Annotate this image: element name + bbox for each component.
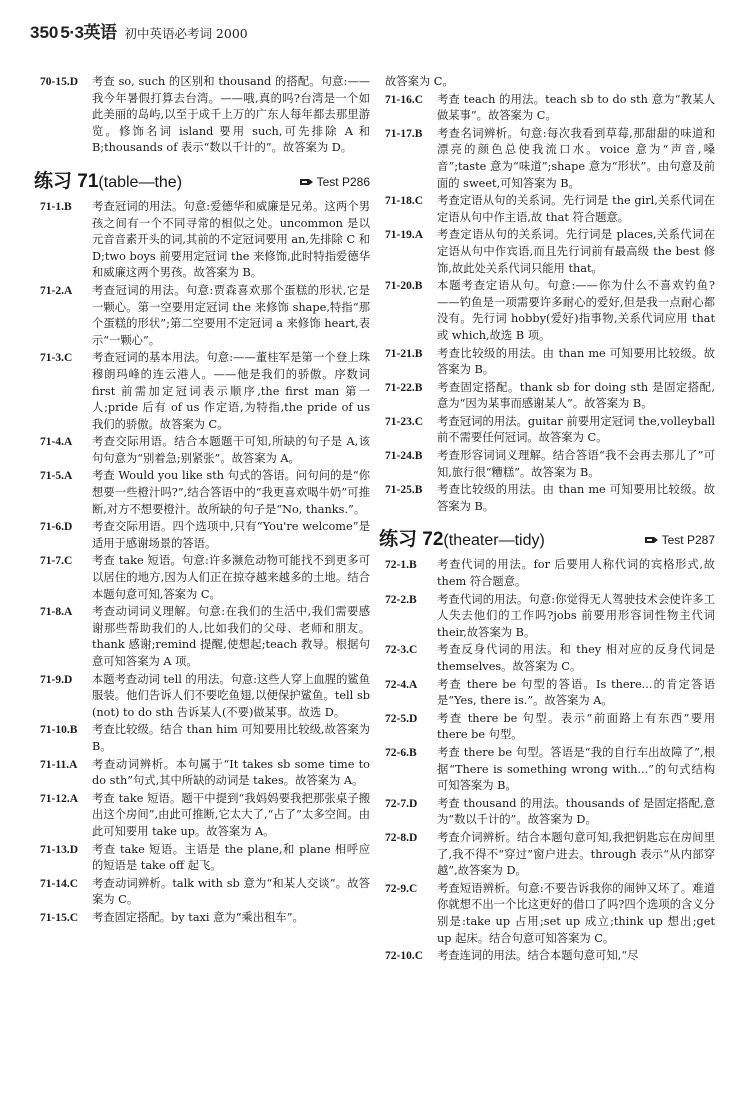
section-range: (table—the) — [98, 173, 183, 191]
explanation-text: 考查动词词义理解。句意:在我们的生活中,我们需要感谢那些帮助我们的人,比如我们的父母、老师和朋友。thank 感谢;remind 提醒,使想起;teach 教导。根据句意可知答案为 A 项。 — [92, 605, 370, 668]
page-number: 350 — [30, 23, 59, 42]
question-number: 72-6.B — [385, 746, 417, 759]
explanation-text: 考查代词的用法。for 后要用人称代词的宾格形式,故 them 符合题意。 — [437, 558, 715, 589]
explanation-text: 考查交际用语。结合本题题干可知,所缺的句子是 A,该句句意为“别着急;别紧张”。故答案为 A。 — [92, 435, 370, 465]
test-ref-label: Test P286 — [316, 174, 370, 189]
question-number: 71-4.A — [40, 436, 73, 449]
answer-entry — [385, 557, 715, 590]
explanation-text: 考查名词辨析。句意:每次我看到草莓,那甜甜的味道和漂亮的颜色总使我流口水。voice 意为“声音,嗓音”;taste 意为“味道”;shape 意为“形状”。由句意及前面的 sweet,可知答案为 B。 — [437, 126, 715, 190]
explanation-text: 考查代词的用法。句意:你觉得无人驾驶技术会使许多工人失去他们的工作吗?jobs 前要用形容词性物主代词 their,故答案为 B。 — [437, 592, 715, 639]
question-number: 71-6.D — [40, 521, 73, 534]
question-number: 71-12.A — [40, 792, 79, 805]
explanation-text: 考查比较级的用法。由 than me 可知要用比较级。故答案为 B。 — [437, 346, 715, 377]
question-number: 71-24.B — [385, 450, 423, 463]
answer-entry — [40, 519, 370, 552]
answer-entry — [385, 346, 715, 379]
answer-entry — [40, 604, 370, 670]
answer-entry — [40, 434, 370, 467]
section-heading-72 — [379, 524, 715, 551]
explanation-text: 考查连词的用法。结合本题句意可知,“尽 — [437, 949, 639, 963]
test-ref-label: Test P287 — [661, 533, 715, 548]
right-column — [379, 74, 715, 966]
question-number: 71-15.C — [40, 911, 79, 924]
question-number: 72-10.C — [385, 950, 424, 963]
section-heading-71 — [34, 166, 370, 193]
question-number: 71-21.B — [385, 347, 423, 360]
explanation-text: 本题考查动词 tell 的用法。句意:这些人穿上血腥的鲨鱼服装。他们告诉人们不要吃鱼翅,以便保护鲨鱼。tell sb (not) to do sth 告诉某人(不要)做某事。故选 D。 — [92, 672, 370, 719]
explanation-text: 考查 so, such 的区别和 thousand 的搭配。句意:——我今年暑假打算去台湾。——哦,真的吗?台湾是一个如此美丽的岛屿,以至于成千上万的广东人每年都去那里游览。修饰名词 island 要用 such,可先排除 A 和 B;thousands of 表示“数以千计的”。故答案为 D。 — [92, 75, 370, 155]
question-number: 71-22.B — [385, 381, 423, 394]
explanation-text: 考查 there be 句型。答语是“我的自行车出故障了”,根据“There is something wrong with...”的句式结构可知答案为 B。 — [437, 745, 715, 793]
explanation-text: 考查短语辨析。句意:不要告诉我你的闹钟又坏了。难道你就想不出一个比这更好的借口了吗?四个选项的含义分别是:take up 占用;set up 成立;think up 想出;get up 起床。结合句意可知答案为 C。 — [437, 881, 715, 945]
answer-entry — [385, 193, 715, 226]
answer-entry — [40, 74, 370, 157]
question-number: 72-5.D — [385, 712, 418, 725]
question-number: 71-2.A — [40, 284, 73, 297]
answer-entry — [40, 876, 370, 909]
explanation-text: 考查 thousand 的用法。thousands of 是固定搭配,意为“数以千计的”。故答案为 D。 — [437, 796, 715, 827]
answer-entry — [40, 842, 370, 875]
explanation-text: 考查比较级。结合 than him 可知要用比较级,故答案为 B。 — [92, 723, 370, 753]
answer-entry — [385, 448, 715, 481]
question-number: 72-4.A — [385, 678, 418, 691]
section-title: 练习 71 — [34, 170, 99, 192]
explanation-text: 考查 teach 的用法。teach sb to do sth 意为“教某人做某事”。故答案为 C。 — [437, 92, 715, 123]
answer-entry — [385, 227, 715, 277]
question-number: 71-18.C — [385, 195, 424, 208]
question-number: 71-19.A — [385, 229, 424, 242]
explanation-text: 考查交际用语。四个选项中,只有“You're welcome”是适用于感谢场景的答语。 — [92, 520, 370, 550]
question-number: 72-8.D — [385, 831, 418, 844]
question-number: 71-9.D — [40, 673, 73, 686]
question-number: 72-2.B — [385, 593, 417, 606]
answer-entry — [385, 414, 715, 447]
explanation-text: 考查冠词的基本用法。句意:——董桂军是第一个登上珠穆朗玛峰的连云港人。——他是我们的骄傲。序数词 first 前需加定冠词表示顺序,the first man 第一人;pride 后有 of us 作定语,为特指,the pride of us 我们的骄傲。故答案为 C。 — [92, 351, 370, 431]
question-number: 71-10.B — [40, 724, 78, 737]
explanation-text: 考查 Would you like sth 句式的答语。问句问的是“你想要一些橙汁吗?”,结合答语中的“我更喜欢喝牛奶”可推断,对方不想要橙汁。故所缺的句子是“No, thanks.”。 — [92, 469, 370, 516]
explanation-text: 考查 there be 句型。表示“前面路上有东西”要用 there be 句型。 — [437, 711, 715, 742]
answer-entry — [385, 745, 715, 795]
explanation-text: 考查固定搭配。thank sb for doing sth 是固定搭配,意为“因为某事而感谢某人”。故答案为 B。 — [437, 380, 715, 411]
explanation-text: 考查 there be 句型的答语。Is there...的肯定答语是“Yes, there is.”。故答案为 A。 — [437, 677, 715, 708]
answer-entry — [385, 948, 715, 965]
explanation-text: 考查冠词的用法。句意:爱德华和威廉是兄弟。这两个男孩之间有一个不同寻常的相似之处。uncommon 是以元音音素开头的词,其前的不定冠词要用 an,先排除 C 和 D;two boys 前要用定冠词 the 来修饰,此时特指爱德华和威廉这两个男孩。故答案为 B。 — [92, 199, 370, 280]
answer-entry — [385, 592, 715, 642]
book-title: 初中英语必考词 2000 — [124, 26, 248, 41]
answer-entry — [40, 468, 370, 518]
question-number: 72-7.D — [385, 797, 418, 810]
page-header — [30, 18, 248, 44]
section-range: (theater—tidy) — [443, 532, 545, 550]
explanation-text: 考查形容词词义理解。结合答语“我不会再去那儿了”可知,旅行很“糟糕”。故答案为 B。 — [437, 449, 715, 479]
question-number: 72-3.C — [385, 644, 418, 657]
pen-icon — [300, 177, 313, 187]
explanation-text: 考查动词辨析。本句属于“It takes sb some time to do sth”句式,其中所缺的动词是 takes。故答案为 A。 — [92, 757, 370, 788]
question-number: 72-9.C — [385, 882, 418, 895]
explanation-text: 考查固定搭配。by taxi 意为“乘出租车”。 — [92, 910, 304, 924]
pen-icon — [645, 535, 658, 545]
answer-entry — [385, 830, 715, 880]
answer-entry — [385, 482, 715, 515]
answer-entry — [40, 350, 370, 433]
question-number: 70-15.D — [40, 76, 79, 88]
answer-entry — [40, 757, 370, 790]
question-number: 71-1.B — [40, 200, 72, 213]
continuation-text: 故答案为 C。 — [385, 75, 454, 88]
explanation-text: 考查冠词的用法。guitar 前要用定冠词 the,volleyball 前不需要任何冠词。故答案为 C。 — [437, 414, 715, 445]
section-title: 练习 72 — [379, 529, 444, 551]
question-number: 71-20.B — [385, 280, 423, 293]
explanation-text: 考查定语从句的关系词。先行词是 places,关系代词在定语从句中作宾语,而且先行词前有最高级 the best 修饰,故此处关系代词只能用 that。 — [437, 228, 715, 275]
explanation-text: 考查 take 短语。题干中提到“我妈妈要我把那张桌子搬出这个房间”,由此可推断,它太大了,“占了”太多空间。由此可知要用 take up。故答案为 A。 — [92, 791, 370, 838]
answer-entry — [385, 92, 715, 125]
question-number: 71-11.A — [40, 758, 78, 771]
explanation-text: 考查反身代词的用法。和 they 相对应的反身代词是 themselves。故答案为 C。 — [437, 643, 715, 673]
answer-entry — [385, 677, 715, 710]
question-number: 71-25.B — [385, 484, 423, 497]
answer-entry — [385, 881, 715, 947]
answer-entry — [40, 199, 370, 282]
test-reference — [645, 533, 715, 547]
brand-logo: 5·3英语 — [60, 23, 117, 42]
test-reference — [300, 175, 370, 189]
explanation-text: 考查比较级的用法。由 than me 可知要用比较级。故答案为 B。 — [437, 483, 715, 513]
explanation-text: 考查 take 短语。句意:许多濒危动物可能找不到更多可以居住的地方,因为人们正在掠夺越来越多的土地。结合本题句意可知,答案为 C。 — [92, 554, 370, 601]
answer-entry — [40, 722, 370, 755]
answer-entry — [40, 283, 370, 349]
question-number: 71-3.C — [40, 352, 73, 365]
answer-entry — [385, 711, 715, 744]
answer-entry — [40, 910, 370, 927]
explanation-text: 考查 take 短语。主语是 the plane,和 plane 相呼应的短语是 take off 起飞。 — [92, 842, 370, 873]
explanation-text: 考查介词辨析。结合本题句意可知,我把钥匙忘在房间里了,我不得不“穿过”窗户进去。through 表示“从内部穿越”,故答案为 D。 — [437, 830, 715, 878]
explanation-text: 考查冠词的用法。句意:贾森喜欢那个蛋糕的形状,它是一颗心。第一空要用定冠词 the 来修饰 shape,特指“那个蛋糕的形状”;第二空要用不定冠词 a 来修饰 heart,表示“一颗心”。 — [92, 283, 370, 347]
answer-entry — [385, 796, 715, 829]
answer-entry — [385, 278, 715, 344]
question-number: 72-1.B — [385, 559, 417, 572]
answer-entry — [40, 791, 370, 841]
question-number: 71-16.C — [385, 93, 424, 106]
answer-entry — [385, 380, 715, 413]
explanation-text: 考查动词辨析。talk with sb 意为“和某人交谈”。故答案为 C。 — [92, 876, 370, 907]
question-number: 71-13.D — [40, 843, 79, 856]
question-number: 71-23.C — [385, 415, 424, 428]
explanation-text: 考查定语从句的关系词。先行词是 the girl,关系代词在定语从句中作主语,故 that 符合题意。 — [437, 194, 715, 224]
question-number: 71-7.C — [40, 555, 73, 568]
question-number: 71-17.B — [385, 127, 423, 140]
left-column — [34, 74, 370, 928]
question-number: 71-14.C — [40, 877, 79, 890]
question-number: 71-5.A — [40, 470, 73, 483]
explanation-text: 本题考查定语从句。句意:——你为什么不喜欢钓鱼?——钓鱼是一项需要许多耐心的爱好,但是我一点耐心都没有。先行词 hobby(爱好)指事物,关系代词应用 that 或 which,故选 B 项。 — [437, 279, 715, 342]
answer-entry — [40, 553, 370, 603]
answer-entry — [385, 642, 715, 675]
answer-entry — [40, 672, 370, 722]
answer-entry — [385, 126, 715, 192]
question-number: 71-8.A — [40, 606, 73, 619]
